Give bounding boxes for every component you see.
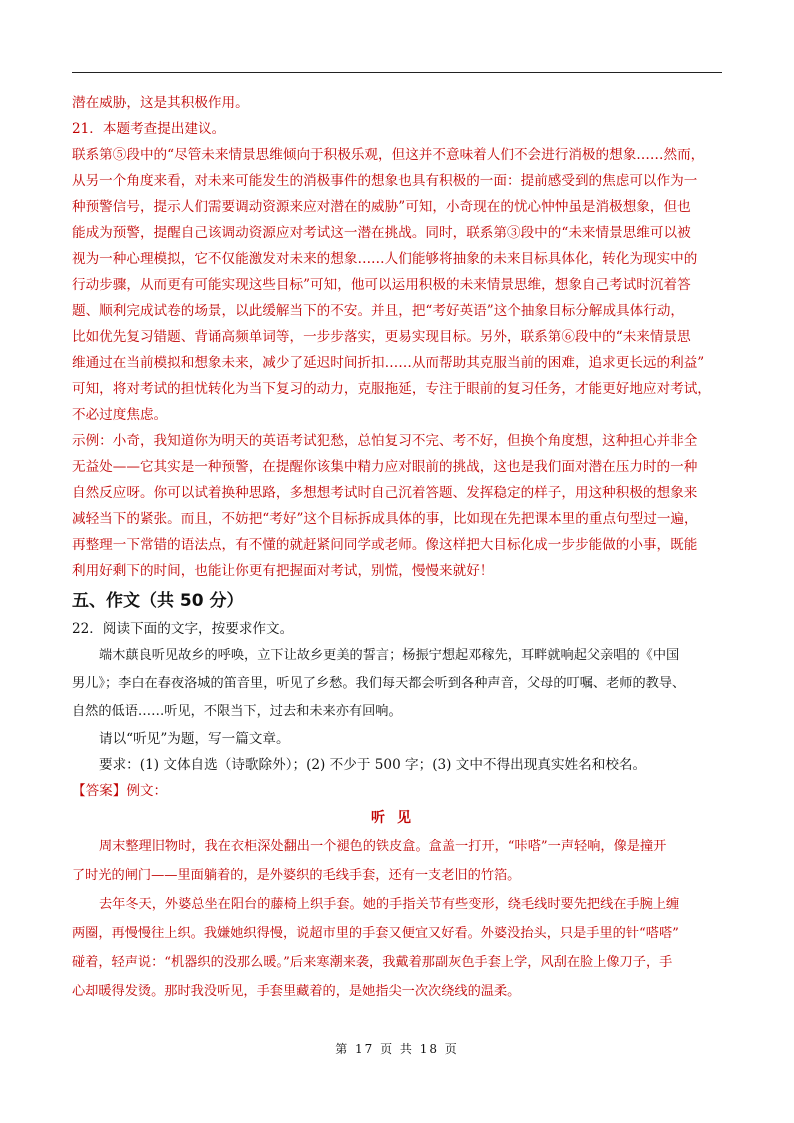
analysis-line: 题、顺利完成试卷的场景，以此缓解当下的不安。并且，把“考好英语”这个抽象目标分解成具体行动， (72, 303, 685, 319)
essay-line: 碰着，轻声说：“机器织的没那么暖。”后来寒潮来袭，我戴着那副灰色手套上学，风刮在脸上像刀子，手 (72, 955, 673, 970)
analysis-line: 维通过在当前模拟和想象未来，减少了延迟时间折扣……从而帮助其克服当前的困难，追求更长远的利益” (72, 355, 705, 371)
answer-tag: 【答案】例文： (72, 783, 168, 799)
essay-line: 去年冬天，外婆总坐在阳台的藤椅上织手套。她的手指关节有些变形，绕毛线时要先把线在手腕上缠 (99, 897, 680, 912)
writing-requirements: 要求：(1) 文体自选（诗歌除外）；(2) 不少于 500 字；(3) 文中不得出现真实姓名和校名。 (99, 757, 647, 773)
header-rule (72, 72, 722, 73)
analysis-line: 不必过度焦虑。 (72, 407, 168, 423)
question-21-analysis (72, 142, 722, 428)
example-line: 无益处——它其实是一种预警，在提醒你该集中精力应对眼前的挑战，这也是我们面对潜在压力时的一种 (72, 459, 698, 475)
material-line: 端木蕻良听见故乡的呼唤，立下让故乡更美的誓言；杨振宁想起邓稼先，耳畔就响起父亲唱的《中国 (99, 648, 680, 663)
page-footer: 第 17 页 共 18 页 (335, 1042, 459, 1056)
analysis-line: 行动步骤，从而更有可能实现这些目标”可知，他可以运用积极的未来情景思维，想象自己考试时沉着答 (72, 277, 691, 293)
question-22-prompt: 22．阅读下面的文字，按要求作文。 (72, 621, 294, 637)
question-21-head: 21．本题考查提出建议。 (72, 121, 226, 137)
material-line: 自然的低语……听见，不限当下，过去和未来亦有回响。 (72, 704, 402, 719)
example-line: 再整理一下常错的语法点，有不懂的就赶紧问同学或老师。像这样把大目标化成一步步能做的小事，既能 (72, 537, 698, 553)
example-line: 自然反应呀。你可以试着换种思路，多想想考试时自己沉着答题、发挥稳定的样子，用这种积极的想象来 (72, 485, 698, 501)
essay-line: 心却暖得发烫。那时我没听见，手套里藏着的，是她指尖一次次绕线的温柔。 (72, 984, 521, 999)
essay-line: 了时光的闸门——里面躺着的，是外婆织的毛线手套，还有一支老旧的竹箔。 (72, 868, 521, 883)
question-21-example (72, 428, 722, 584)
example-line: 利用好剩下的时间，也能让你更有把握面对考试，别慌，慢慢来就好！ (72, 563, 494, 579)
section-5-heading: 五、作文（共 50 分） (72, 591, 244, 611)
essay-line: 周末整理旧物时，我在衣柜深处翻出一个褪色的铁皮盒。盒盖一打开，“咔嗒”一声轻响，像是撞开 (99, 839, 667, 854)
example-line: 示例：小奇，我知道你为明天的英语考试犯愁，总怕复习不完、考不好，但换个角度想，这种担心并非全 (72, 433, 698, 449)
essay-line: 两圈，再慢慢往上织。我嫌她织得慢，说超市里的手套又便宜又好看。外婆没抬头，只是手里的针“嗒嗒” (72, 926, 679, 941)
analysis-line: 视为一种心理模拟，它不仅能激发对未来的想象……人们能够将抽象的未来目标具体化，转化为现实中的 (72, 251, 698, 267)
analysis-line: 比如优先复习错题、背诵高频单词等，一步步落实，更易实现目标。另外，联系第⑥段中的“未来情景思 (72, 329, 691, 345)
writing-material (72, 642, 722, 726)
analysis-line: 联系第⑤段中的“尽管未来情景思维倾向于积极乐观，但这并不意味着人们不会进行消极的想象……然而， (72, 147, 705, 163)
sample-essay (72, 832, 722, 1006)
prev-answer-tail: 潜在威胁，这是其积极作用。 (72, 95, 249, 111)
analysis-line: 种预警信号，提示人们需要调动资源来应对潜在的威胁”可知，小奇现在的忧心忡忡虽是消极想象，但也 (72, 199, 691, 215)
material-line: 男儿》；李白在春夜洛城的笛音里，听见了乡愁。我们每天都会听到各种声音，父母的叮嘱、老师的教导、 (72, 676, 686, 691)
analysis-line: 能成为预警，提醒自己该调动资源应对考试这一潜在挑战。同时，联系第③段中的“未来情景思维可以被 (72, 225, 691, 241)
essay-title: 听见 (371, 810, 423, 826)
analysis-line: 从另一个角度来看，对未来可能发生的消极事件的想象也具有积极的一面：提前感受到的焦虑可以作为一 (72, 173, 698, 189)
page-content (72, 90, 722, 1006)
analysis-line: 可知，将对考试的担忧转化为当下复习的动力，克服拖延，专注于眼前的复习任务，才能更好地应对考试， (72, 381, 711, 397)
example-line: 减轻当下的紧张。而且，不妨把“考好”这个目标拆成具体的事，比如现在先把课本里的重点句型过一遍， (72, 511, 698, 527)
writing-instruction: 请以“听见”为题，写一篇文章。 (99, 731, 290, 747)
